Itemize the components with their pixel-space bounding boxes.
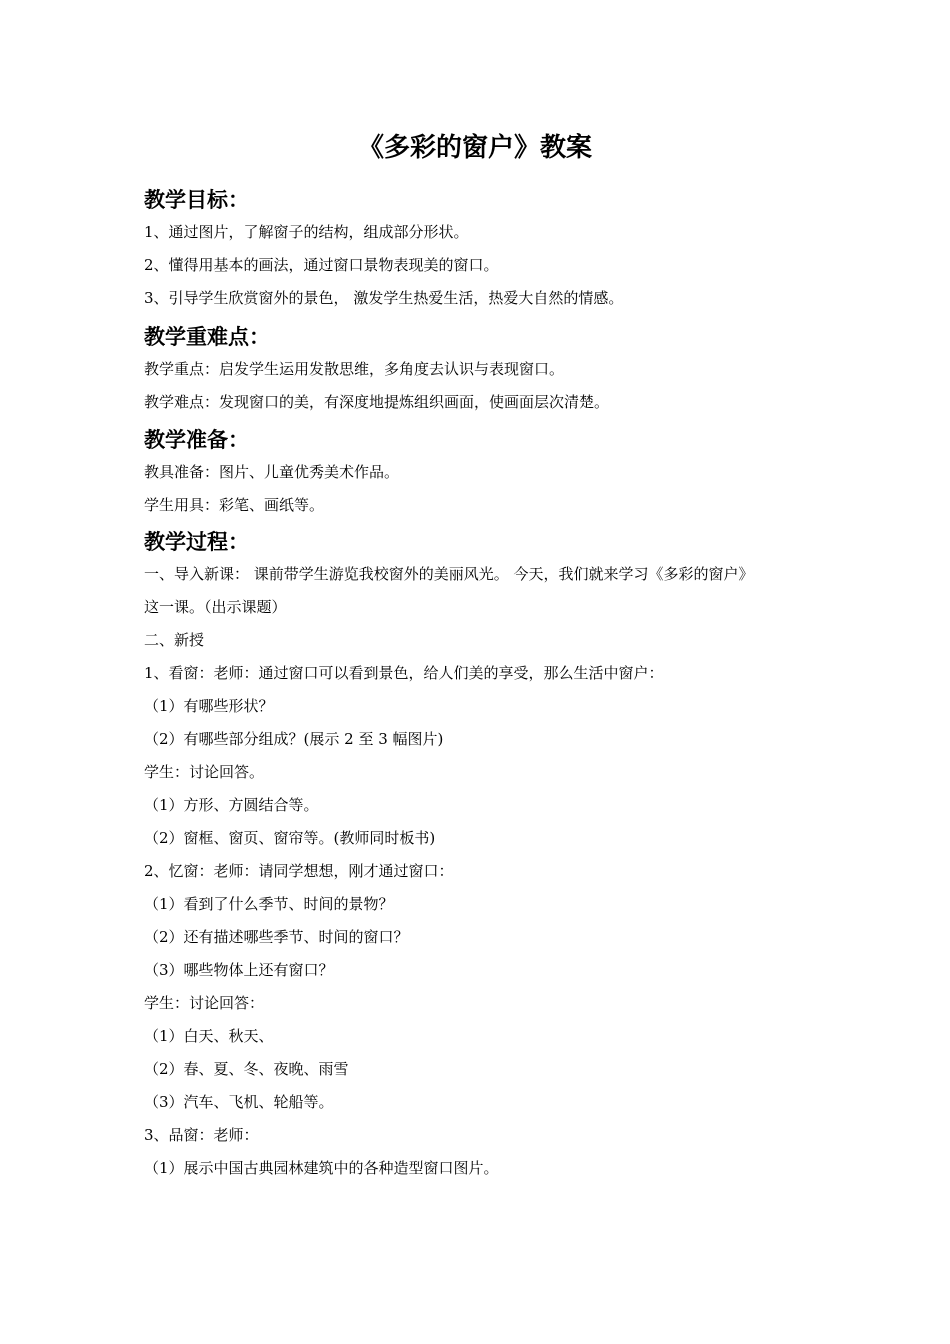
text-line: 2、忆窗：老师：请同学想想，刚才通过窗口：: [144, 862, 454, 880]
section-teaching-process: [144, 526, 830, 1185]
text-line: （2）春、夏、冬、夜晚、雨雪: [144, 1060, 349, 1078]
text-line: 1、看窗：老师：通过窗口可以看到景色，给人们美的享受，那么生活中窗户：: [144, 664, 664, 682]
section-key-difficulties: [144, 321, 830, 419]
section-preparation: [144, 424, 830, 522]
text-line: 3、引导学生欣赏窗外的景色， 激发学生热爱生活，热爱大自然的情感。: [144, 289, 624, 307]
text-line: 2、懂得用基本的画法，通过窗口景物表现美的窗口。: [144, 256, 499, 274]
text-line: 二、新授: [144, 631, 205, 649]
text-line: （2）还有描述哪些季节、时间的窗口？: [144, 928, 409, 946]
text-line: （1）方形、方圆结合等。: [144, 796, 319, 814]
text-line: 学生：讨论回答：: [144, 994, 265, 1012]
text-line: （3）哪些物体上还有窗口？: [144, 961, 334, 979]
document-title: 《多彩的窗户》教案: [357, 133, 592, 163]
section-heading: 教学过程：: [144, 530, 249, 554]
text-line: 学生用具：彩笔、画纸等。: [144, 496, 325, 514]
text-line: 3、品窗：老师：: [144, 1126, 259, 1144]
text-line: 1、通过图片，了解窗子的结构，组成部分形状。: [144, 223, 469, 241]
text-line: 学生：讨论回答。: [144, 763, 265, 781]
section-teaching-objectives: [144, 184, 830, 315]
text-line: （1）展示中国古典园林建筑中的各种造型窗口图片。: [144, 1159, 499, 1177]
text-line: 教学难点：发现窗口的美，有深度地提炼组织画面，使画面层次清楚。: [144, 393, 610, 411]
text-line: 教具准备：图片、儿童优秀美术作品。: [144, 463, 400, 481]
section-heading: 教学目标：: [144, 188, 249, 212]
text-line: 这一课。（出示课题）: [144, 598, 287, 616]
section-heading: 教学重难点：: [144, 325, 270, 349]
section-heading: 教学准备：: [144, 428, 249, 452]
text-line: （1）白天、秋天、: [144, 1027, 274, 1045]
text-line: 一、导入新课： 课前带学生游览我校窗外的美丽风光。 今天，我们就来学习《多彩的窗户》: [144, 565, 754, 583]
text-line: （1）看到了什么季节、时间的景物？: [144, 895, 394, 913]
text-line: （1）有哪些形状？: [144, 697, 274, 715]
text-line: （2）有哪些部分组成？(展示 2 至 3 幅图片): [144, 730, 444, 748]
text-line: （3）汽车、飞机、轮船等。: [144, 1093, 334, 1111]
text-line: （2）窗框、窗页、窗帘等。(教师同时板书): [144, 829, 436, 847]
text-line: 教学重点：启发学生运用发散思维，多角度去认识与表现窗口。: [144, 360, 565, 378]
